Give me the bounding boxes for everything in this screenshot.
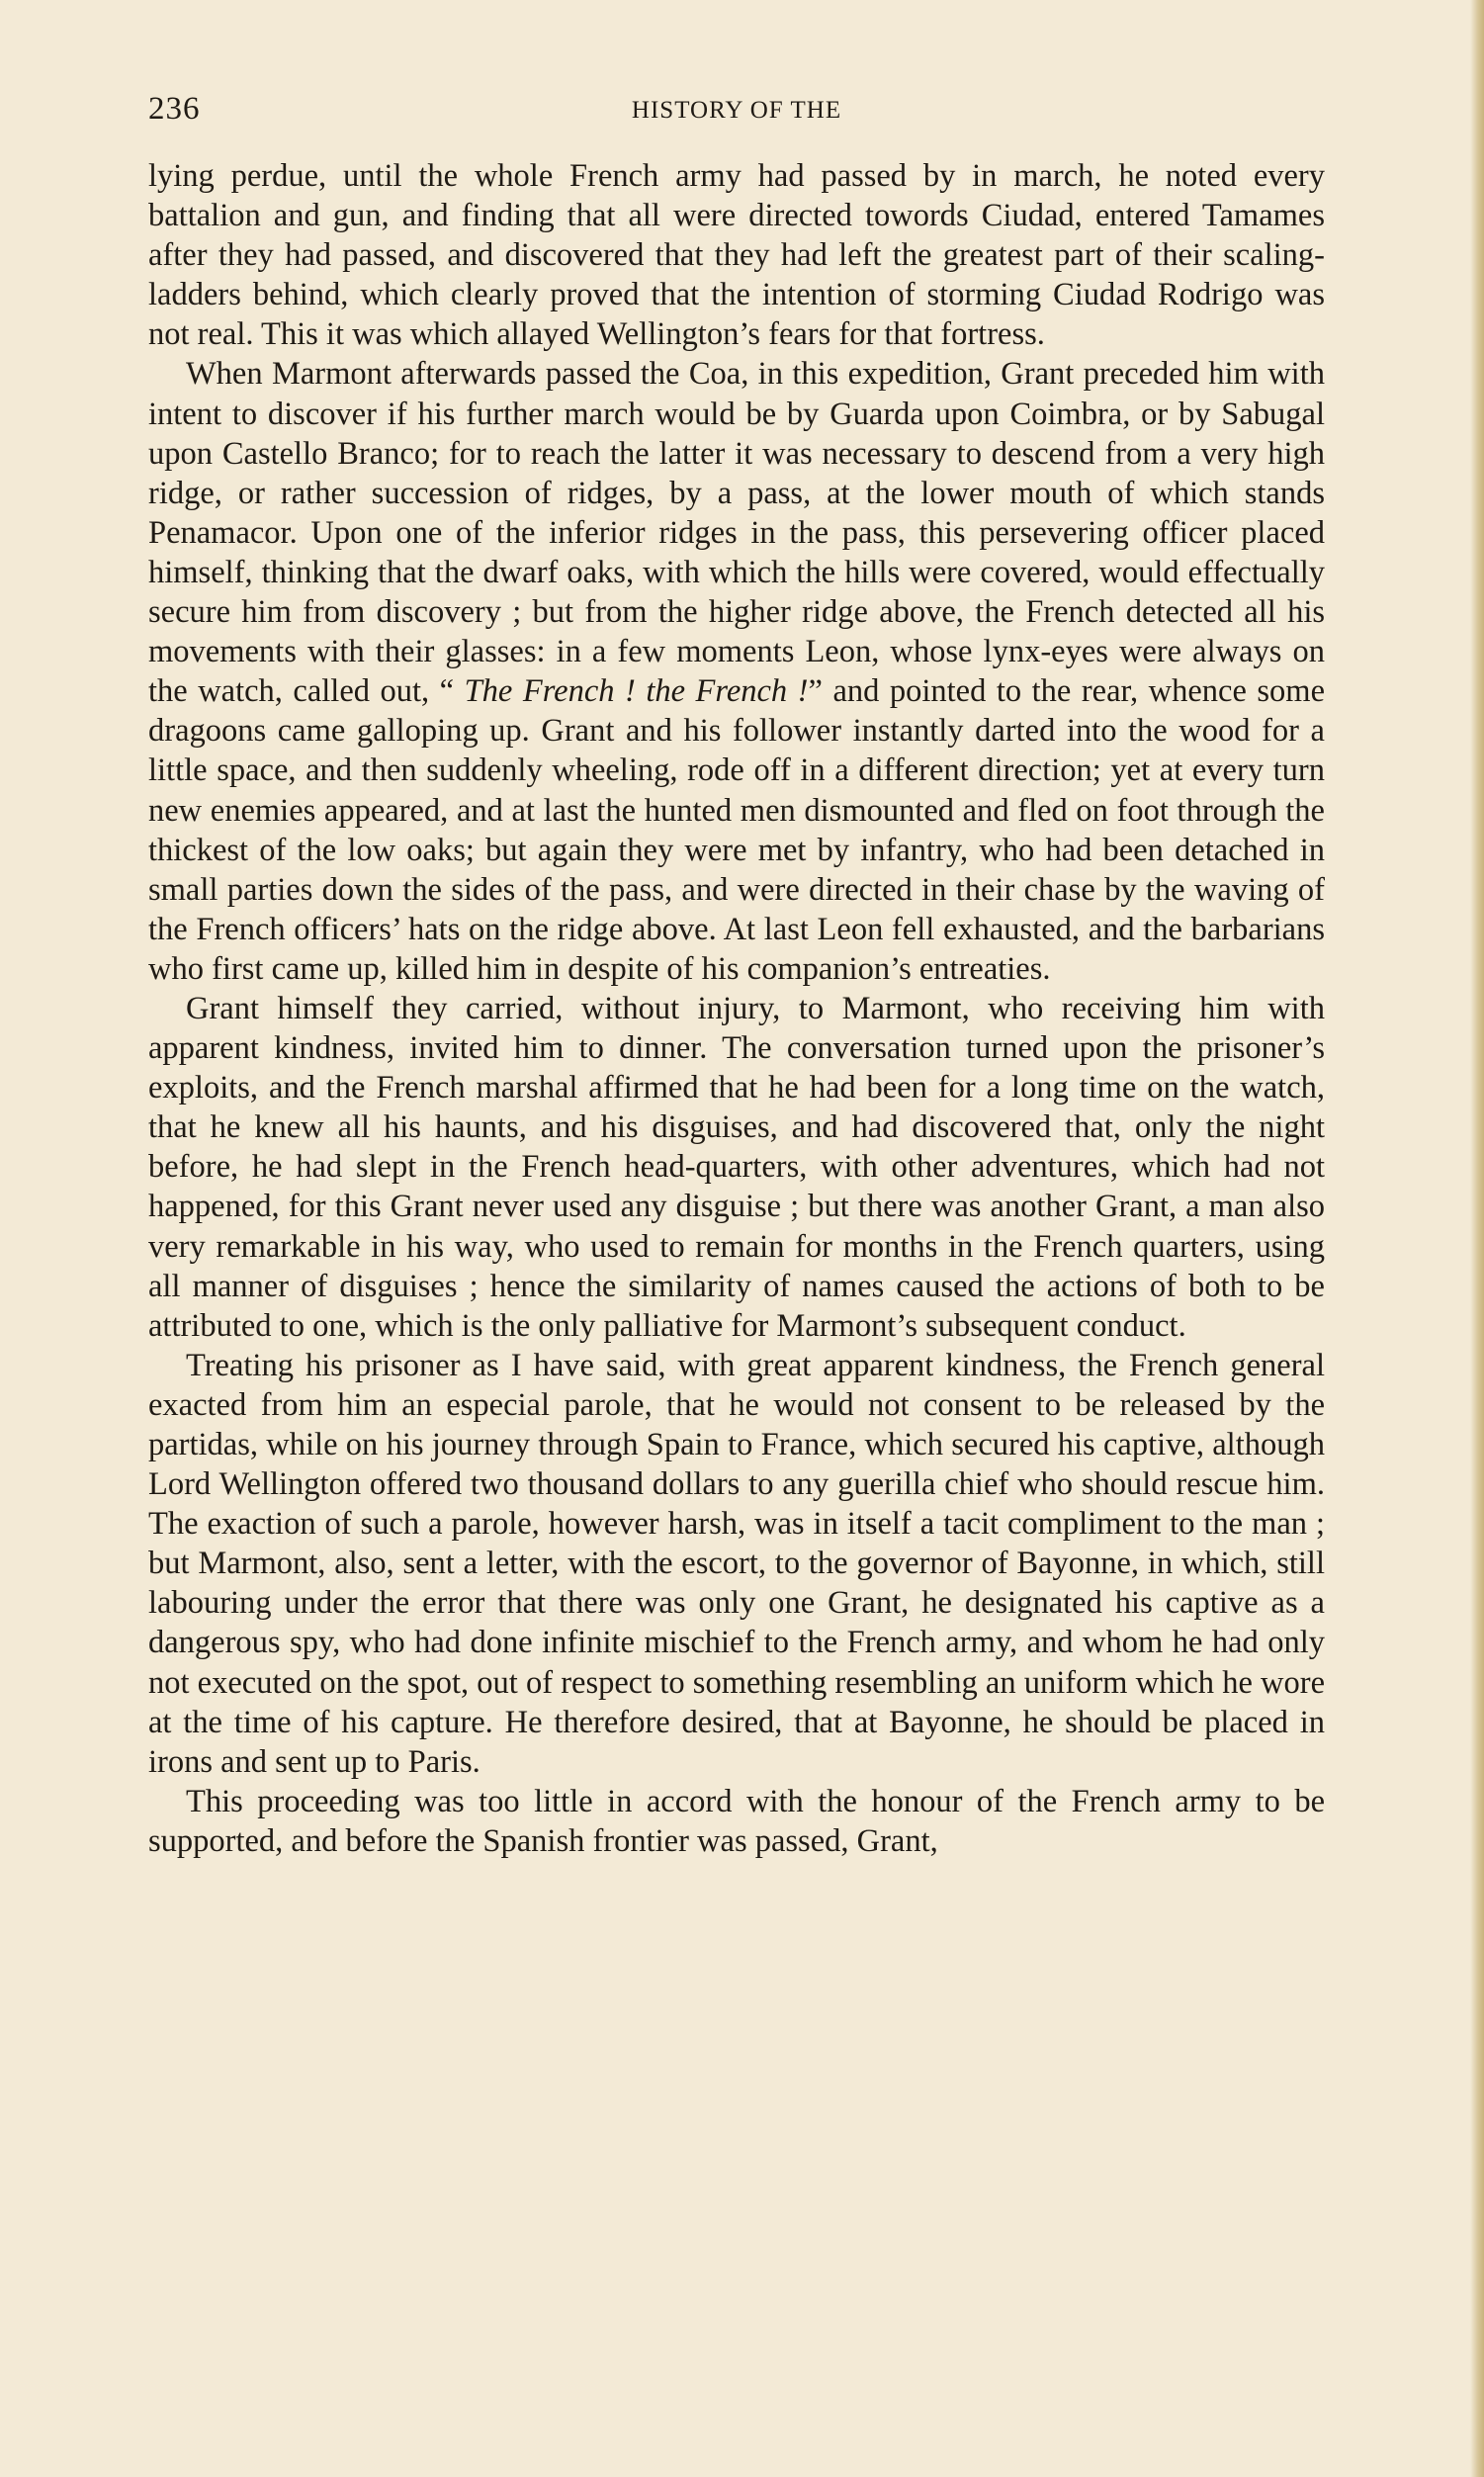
paragraph-1-text: lying perdue, until the whole French army had passed by in march, he noted every battalion and gun, and finding that all were directed towords Ciudad, entered Tamames after they had passed, and discovered that they had left the greatest part of their scaling-ladders behind, which clearly proved that the intention of storming Ciudad Rodrigo was not real. This it was which allayed Wellington’s fears for that fortress. xyxy=(148,158,1325,353)
page-edge xyxy=(1470,0,1484,2477)
page-header xyxy=(148,91,1325,131)
page-number: 236 xyxy=(148,91,201,127)
paragraph-3 xyxy=(148,989,1325,1346)
paragraph-5 xyxy=(148,1782,1325,1861)
paragraph-2-text-b: ” and pointed to the rear, whence some dragoons came galloping up. Grant and his follower instantly darted into the wood for a little space, and then suddenly wheeling, rode off in a different direction; yet at every turn new enemies appeared, and at last the hunted men dismounted and fled on foot through the thickest of the low oaks; but again they were met by infantry, who had been detached in small parties down the sides of the pass, and were directed in their chase by the waving of the French officers’ hats on the ridge above. At last Leon fell exhausted, and the barbarians who first came up, killed him in despite of his companion’s entreaties. xyxy=(148,673,1326,987)
running-title: HISTORY OF THE xyxy=(631,97,842,124)
paragraph-2 xyxy=(148,354,1325,989)
book-page xyxy=(148,91,1325,1861)
body-text xyxy=(148,156,1325,1861)
paragraph-2-italic-quote: The French ! the French ! xyxy=(464,673,809,710)
paragraph-5-text: This proceeding was too little in accord with the honour of the French army to be supported, and before the Spanish frontier was passed, Grant, xyxy=(148,1783,1325,1859)
paragraph-2-text-a: When Marmont afterwards passed the Coa, in this expedition, Grant preceded him with intent to discover if his further march would be by Guarda upon Coimbra, or by Sabugal upon Castello Branco; for to reach the latter it was necessary to descend from a very high ridge, or rather succession of ridges, by a pass, at the lower mouth of which stands Penamacor. Upon one of the inferior ridges in the pass, this persevering officer placed himself, thinking that the dwarf oaks, with which the hills were covered, would effectually secure him from discovery ; but from the higher ridge above, the French detected all his movements with their glasses: in a few moments Leon, whose lynx-eyes were always on the watch, called out, “ xyxy=(148,356,1325,710)
paragraph-3-text: Grant himself they carried, without injury, to Marmont, who receiving him with apparent kindness, invited him to dinner. The conversation turned upon the prisoner’s exploits, and the French marshal affirmed that he had been for a long time on the watch, that he knew all his haunts, and his disguises, and had discovered that, only the night before, he had slept in the French head-quarters, with other adventures, which had not happened, for this Grant never used any disguise ; but there was another Grant, a man also very remarkable in his way, who used to remain for months in the French quarters, using all manner of disguises ; hence the similarity of names caused the actions of both to be attributed to one, which is the only palliative for Marmont’s subsequent conduct. xyxy=(148,990,1325,1344)
paragraph-4 xyxy=(148,1346,1325,1782)
paragraph-1 xyxy=(148,156,1325,354)
paragraph-4-text: Treating his prisoner as I have said, with great apparent kindness, the French general exacted from him an especial parole, that he would not consent to be released by the partidas, while on his journey through Spain to France, which secured his captive, although Lord Wellington offered two thousand dollars to any guerilla chief who should rescue him. The exaction of such a parole, however harsh, was in itself a tacit compliment to the man ; but Marmont, also, sent a letter, with the escort, to the governor of Bayonne, in which, still labouring under the error that there was only one Grant, he designated his captive as a dangerous spy, who had done infinite mischief to the French army, and whom he had only not executed on the spot, out of respect to something resembling an uniform which he wore at the time of his capture. He therefore desired, that at Bayonne, he should be placed in irons and sent up to Paris. xyxy=(148,1347,1325,1780)
